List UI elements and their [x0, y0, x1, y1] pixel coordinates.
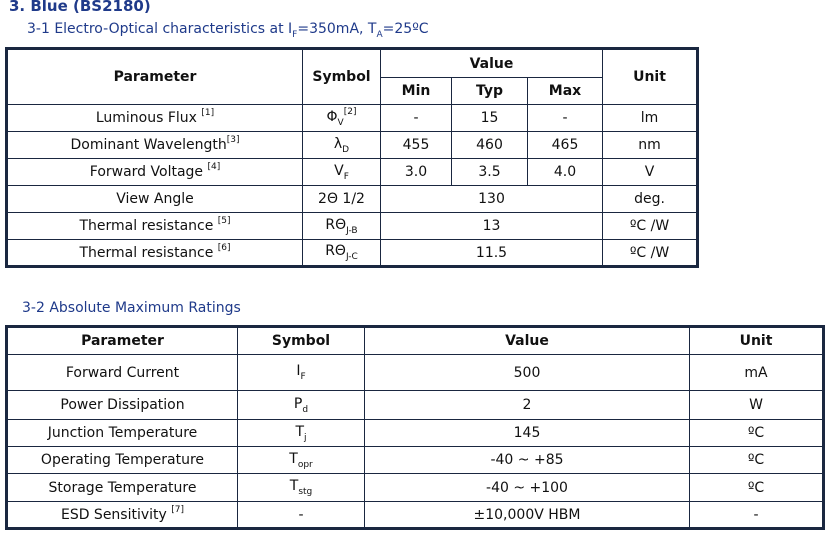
- unit-cell: lm: [603, 105, 698, 132]
- value-cell: -40 ~ +85: [365, 447, 690, 474]
- symbol-subscript: V: [337, 117, 344, 128]
- param-name: Thermal resistance: [79, 244, 218, 261]
- param-cell: [7, 447, 238, 474]
- symbol-cell: [238, 420, 365, 447]
- unit-cell: nm: [603, 132, 698, 159]
- header-max: Max: [528, 78, 603, 105]
- unit-cell: ºC: [690, 420, 824, 447]
- table-row: [7, 502, 824, 529]
- eo-caption: 3-1 Electro-Optical characteristics at $I_F=350mA$, $T_A=25ºC$: [27, 21, 429, 40]
- unit-cell: V: [603, 159, 698, 186]
- symbol-cell: [238, 474, 365, 502]
- section-heading: 3. Blue (BS2180): [9, 0, 151, 15]
- unit-cell: mA: [690, 355, 824, 391]
- table-row: [7, 240, 698, 267]
- param-cell: [7, 213, 303, 240]
- max-cell: -: [528, 105, 603, 132]
- param-cell: [7, 105, 303, 132]
- param-cell: [7, 502, 238, 529]
- unit-cell: deg.: [603, 186, 698, 213]
- param-name: Dominant Wavelength: [70, 137, 227, 153]
- symbol-base: λ: [333, 135, 343, 152]
- param-cell: [7, 391, 238, 420]
- footnote-ref: [6]: [217, 242, 231, 253]
- param-name: View Angle: [116, 191, 194, 207]
- table-row: [7, 391, 824, 420]
- symbol-base: V: [334, 162, 344, 179]
- symbol-base: T: [289, 478, 299, 495]
- symbol-subscript: F: [343, 171, 349, 182]
- footnote-ref: [1]: [201, 108, 215, 118]
- min-cell: 455: [381, 132, 452, 159]
- param-name: Forward Current: [65, 364, 180, 381]
- param-cell: [7, 355, 238, 391]
- footnote-ref: [2]: [343, 106, 357, 117]
- param-name: Operating Temperature: [40, 452, 205, 468]
- param-name: Forward Voltage: [89, 164, 208, 180]
- symbol-base: T: [289, 450, 298, 467]
- symbol-subscript: J-B: [346, 225, 358, 236]
- symbol-base: RΘ: [325, 243, 346, 260]
- symbol-cell: [238, 355, 365, 391]
- symbol-subscript: F: [300, 371, 306, 382]
- param-name: Thermal resistance: [79, 218, 218, 234]
- header-min: Min: [381, 78, 452, 105]
- value-cell: 2: [365, 391, 690, 420]
- header-unit: Unit: [603, 49, 698, 105]
- param-cell: [7, 132, 303, 159]
- symbol-base: -: [298, 506, 304, 523]
- table-row: [7, 474, 824, 502]
- max-cell: 465: [528, 132, 603, 159]
- table-row: [7, 186, 698, 213]
- value-cell: 11.5: [381, 240, 603, 267]
- header-symbol: Symbol: [238, 327, 365, 355]
- param-name: Power Dissipation: [60, 397, 185, 413]
- value-cell: 500: [365, 355, 690, 391]
- table-row: [7, 213, 698, 240]
- unit-cell: ºC /W: [603, 240, 698, 267]
- table-row: [7, 420, 824, 447]
- symbol-subscript: j: [304, 432, 307, 443]
- value-cell: ±10,000V HBM: [365, 502, 690, 529]
- table-row: [7, 105, 698, 132]
- table-row: [7, 132, 698, 159]
- unit-cell: ºC: [690, 447, 824, 474]
- symbol-subscript: J-C: [345, 251, 358, 262]
- table-row: [7, 159, 698, 186]
- header-unit: Unit: [690, 327, 824, 355]
- table-row: [7, 447, 824, 474]
- value-cell: 130: [381, 186, 603, 213]
- symbol-cell: [238, 391, 365, 420]
- param-name: Junction Temperature: [47, 425, 198, 441]
- symbol-cell: [303, 132, 381, 159]
- symbol-cell: [303, 213, 381, 240]
- param-name: Luminous Flux: [95, 110, 202, 126]
- footnote-ref: [5]: [217, 216, 231, 226]
- value-cell: 145: [365, 420, 690, 447]
- param-cell: [7, 240, 303, 267]
- param-name: ESD Sensitivity: [60, 506, 172, 523]
- header-symbol: Symbol: [303, 49, 381, 105]
- symbol-base: I: [296, 363, 301, 380]
- symbol-cell: [303, 159, 381, 186]
- symbol-subscript: d: [302, 404, 309, 415]
- unit-cell: ºC /W: [603, 213, 698, 240]
- typ-cell: 460: [452, 132, 528, 159]
- symbol-base: Φ: [326, 108, 338, 125]
- symbol-cell: [303, 240, 381, 267]
- unit-cell: ºC: [690, 474, 824, 502]
- electro-optical-table: [5, 47, 699, 268]
- header-value: Value: [381, 49, 603, 78]
- symbol-cell: [238, 447, 365, 474]
- max-cell: 4.0: [528, 159, 603, 186]
- symbol-cell: [303, 105, 381, 132]
- param-cell: [7, 420, 238, 447]
- min-cell: -: [381, 105, 452, 132]
- symbol-cell: [303, 186, 381, 213]
- symbol-subscript: opr: [297, 459, 313, 470]
- typ-cell: 3.5: [452, 159, 528, 186]
- param-cell: [7, 474, 238, 502]
- symbol-base: RΘ: [325, 216, 347, 233]
- param-cell: [7, 159, 303, 186]
- symbol-cell: [238, 502, 365, 529]
- typ-cell: 15: [452, 105, 528, 132]
- unit-cell: -: [690, 502, 824, 529]
- header-parameter: Parameter: [7, 49, 303, 105]
- header-parameter: Parameter: [7, 327, 238, 355]
- symbol-base: P: [293, 395, 303, 412]
- value-cell: -40 ~ +100: [365, 474, 690, 502]
- param-name: Storage Temperature: [48, 479, 197, 496]
- unit-cell: W: [690, 391, 824, 420]
- header-typ: Typ: [452, 78, 528, 105]
- symbol-base: T: [295, 423, 305, 440]
- value-cell: 13: [381, 213, 603, 240]
- min-cell: 3.0: [381, 159, 452, 186]
- absolute-max-ratings-table: [5, 325, 825, 530]
- amr-caption: 3-2 Absolute Maximum Ratings: [22, 300, 241, 316]
- symbol-base: 2Θ 1/2: [318, 191, 365, 207]
- symbol-subscript: stg: [298, 486, 313, 497]
- symbol-subscript: D: [342, 144, 350, 155]
- table-row: [7, 355, 824, 391]
- footnote-ref: [3]: [226, 135, 240, 145]
- param-cell: [7, 186, 303, 213]
- footnote-ref: [7]: [171, 504, 185, 515]
- header-value: Value: [365, 327, 690, 355]
- footnote-ref: [4]: [207, 162, 221, 172]
